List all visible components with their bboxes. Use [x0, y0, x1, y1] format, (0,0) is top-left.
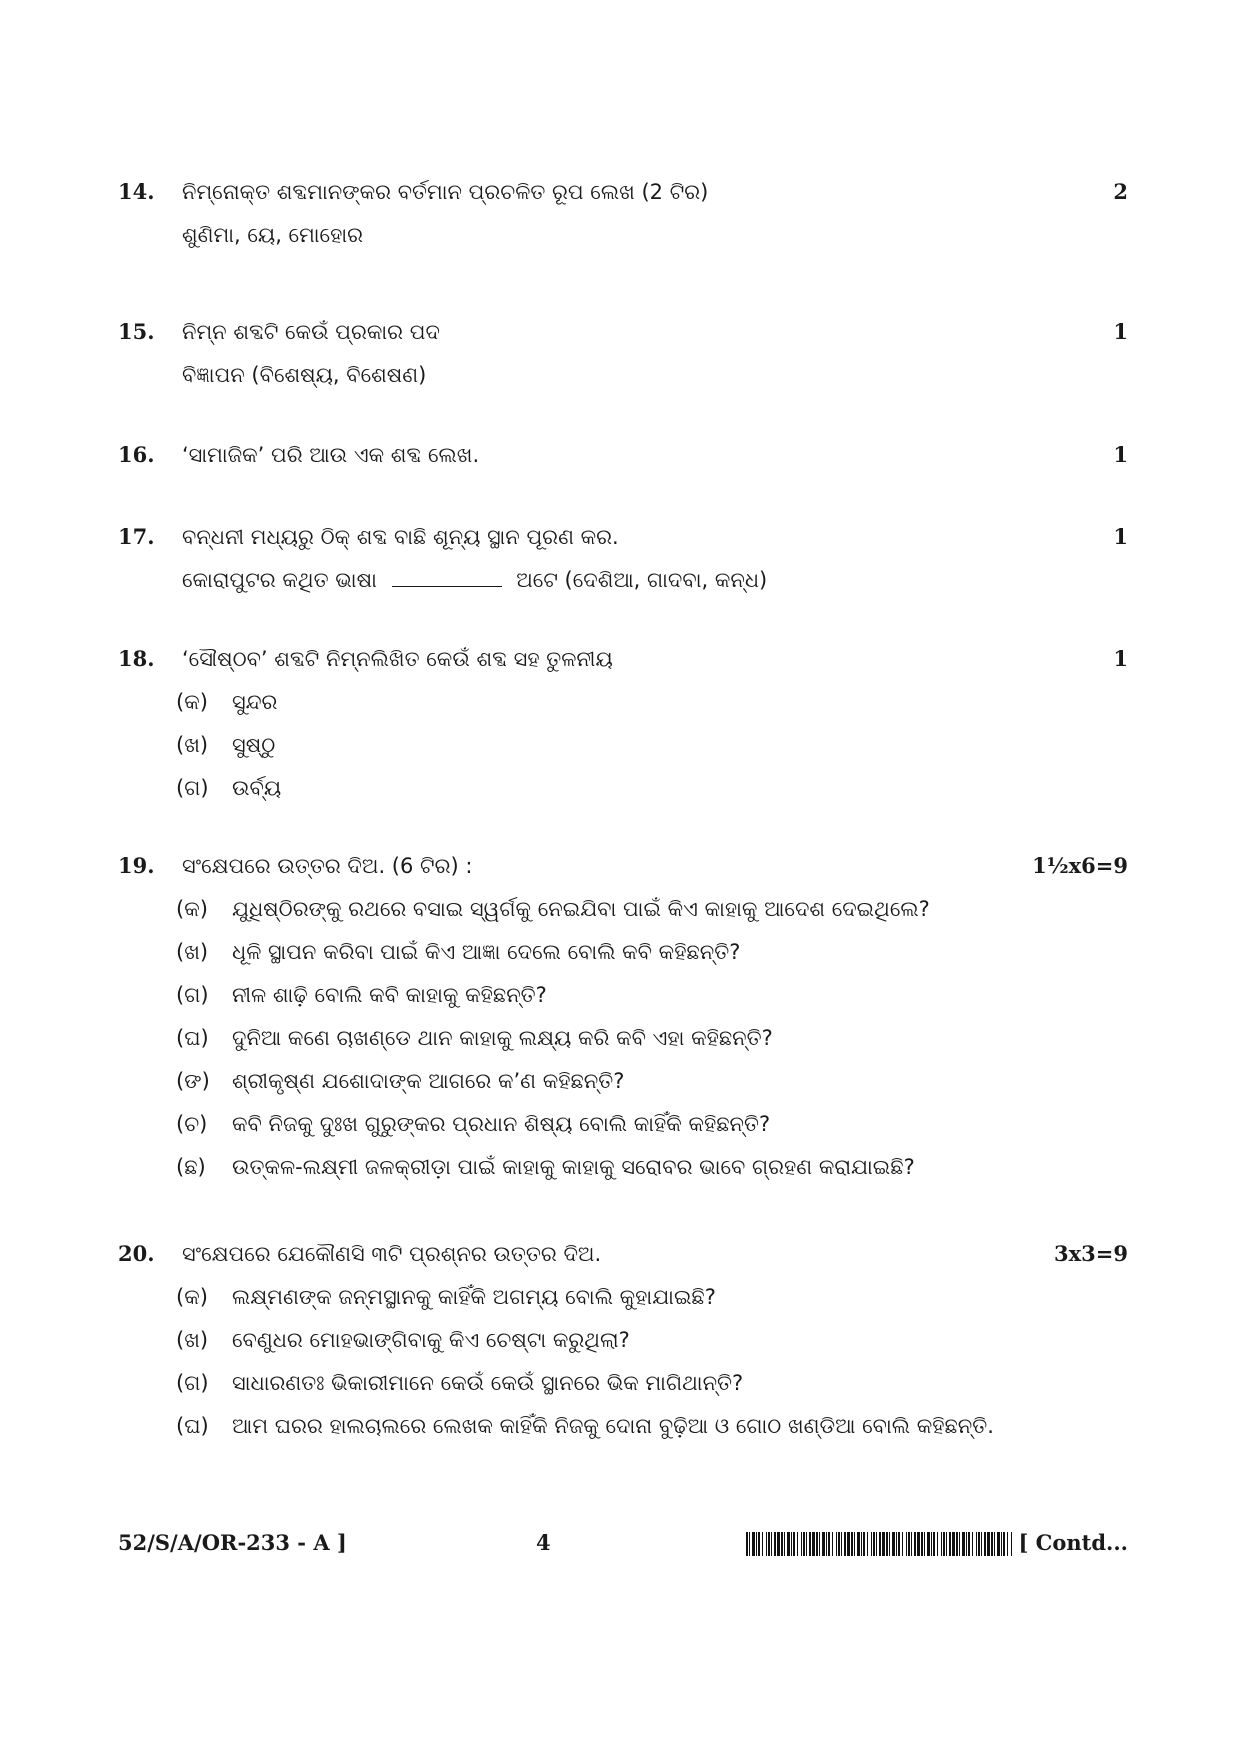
question-number: 17. — [118, 524, 155, 549]
question-marks: 2 — [1113, 179, 1128, 204]
continued-label: [ Contd... — [1018, 1530, 1128, 1555]
question-marks: 1½x6=9 — [1032, 853, 1128, 878]
question-text: ବନ୍ଧନୀ ମଧ୍ୟରୁ ଠିକ୍ ଶବ୍ଦ ବାଛି ଶୂନ୍ୟ ସ୍ଥାନ ପୂରଣ କର. — [182, 525, 619, 549]
question-19 — [118, 844, 1128, 1189]
option-label: (ଙ) — [176, 1069, 210, 1093]
question-text: ସଂକ୍ଷେପରେ ଯେକୌଣସି ୩ଟି ପ୍ରଶ୍ନର ଉତ୍ତର ଦିଅ. — [182, 1242, 602, 1266]
question-marks: 3x3=9 — [1054, 1241, 1128, 1266]
option-label: (କ) — [176, 690, 208, 714]
option-item — [118, 767, 1128, 810]
page-number: 4 — [536, 1530, 551, 1555]
page-footer — [118, 1530, 1128, 1570]
barcode — [746, 1532, 1014, 1556]
option-item — [118, 888, 1128, 931]
option-label: (ଗ) — [176, 1371, 209, 1395]
option-text: ଉତ୍କଳ-ଲକ୍ଷ୍ମୀ ଜଳକ୍ରୀଡ଼ା ପାଇଁ କାହାକୁ କାହାକୁ ସରୋବର ଭାବେ ଗ୍ରହଣ କରାଯାଇଛି? — [232, 1155, 915, 1179]
question-number: 15. — [118, 319, 155, 344]
option-item — [118, 1146, 1128, 1189]
option-item — [118, 974, 1128, 1017]
option-text: କବି ନିଜକୁ ଦୁଃଖ ଗୁରୁଙ୍କର ପ୍ରଧାନ ଶିଷ୍ୟ ବୋଲି କାହିଁକି କହିଛନ୍ତି? — [232, 1112, 771, 1136]
question-number: 19. — [118, 853, 155, 878]
option-text: ଶ୍ରୀକୃଷ୍ଣ ଯଶୋଦାଙ୍କ ଆଗରେ କ’ଣ କହିଛନ୍ତି? — [232, 1069, 625, 1093]
option-text: ଲକ୍ଷ୍ମଣଙ୍କ ଜନ୍ମସ୍ଥାନକୁ କାହିଁକି ଅଗମ୍ୟ ବୋଲି କୁହାଯାଇଛି? — [232, 1285, 716, 1309]
option-label: (ଘ) — [176, 1414, 209, 1438]
option-item — [118, 1319, 1128, 1362]
question-18 — [118, 637, 1128, 810]
option-label: (ଘ) — [176, 1026, 209, 1050]
option-label: (ଛ) — [176, 1155, 206, 1179]
question-marks: 1 — [1113, 646, 1128, 671]
option-text: ଧୂଳି ସ୍ଥାପନ କରିବା ପାଇଁ କିଏ ଆଜ୍ଞା ଦେଲେ ବୋଲି କବି କହିଛନ୍ତି? — [232, 940, 741, 964]
question-text: ‘ସୌଷ୍ଠବ’ ଶବ୍ଦଟି ନିମ୍ନଲିଖିତ କେଉଁ ଶବ୍ଦ ସହ ତୁଳନୀୟ — [182, 647, 613, 671]
option-text: ବେଣୁଧର ମୋହଭାଙ୍ଗିବାକୁ କିଏ ଚେଷ୍ଟା କରୁଥିଲା? — [232, 1328, 630, 1352]
fill-blank-prefix: କୋରାପୁଟର କଥିତ ଭାଷା — [182, 568, 377, 592]
question-detail — [118, 559, 1128, 602]
question-16 — [118, 433, 1128, 477]
question-marks: 1 — [1113, 319, 1128, 344]
question-text: ନିମ୍ନ ଶବ୍ଦଟି କେଉଁ ପ୍ରକାର ପଦ — [182, 320, 440, 344]
fill-blank-line — [392, 585, 502, 587]
option-label: (ଖ) — [176, 1328, 209, 1352]
option-label: (କ) — [176, 1285, 208, 1309]
paper-code: 52/S/A/OR-233 - A ] — [118, 1530, 347, 1555]
option-label: (ଖ) — [176, 940, 209, 964]
option-text: ଆମ ଘରର ହାଲଚାଲରେ ଲେଖକ କାହିଁକି ନିଜକୁ ଦୋନା ବୁଢ଼ିଆ ଓ ଗୋଠ ଖଣ୍ଡିଆ ବୋଲି କହିଛନ୍ତି. — [232, 1414, 994, 1438]
option-label: (ଗ) — [176, 983, 209, 1007]
question-marks: 1 — [1113, 524, 1128, 549]
question-number: 14. — [118, 179, 155, 204]
option-text: ସୁଷ୍ଠୁ — [232, 733, 276, 757]
option-text: ସାଧାରଣତଃ ଭିକାରୀମାନେ କେଉଁ କେଉଁ ସ୍ଥାନରେ ଭିକ ମାଗିଥାନ୍ତି? — [232, 1371, 744, 1395]
option-label: (ଚ) — [176, 1112, 208, 1136]
question-detail: ବିଜ୍ଞାପନ (ବିଶେଷ୍ୟ, ବିଶେଷଣ) — [182, 363, 427, 387]
option-item — [118, 1060, 1128, 1103]
option-text: ସୁନ୍ଦର — [232, 690, 278, 714]
option-item — [118, 681, 1128, 724]
question-number: 18. — [118, 646, 155, 671]
option-text: ନୀଳ ଶାଢ଼ି ବୋଲି କବି କାହାକୁ କହିଛନ୍ତି? — [232, 983, 547, 1007]
option-text: ଦୁନିଆ କଣେ ଚାଖଣ୍ଡେ ଥାନ କାହାକୁ ଲକ୍ଷ୍ୟ କରି କବି ଏହା କହିଛନ୍ତି? — [232, 1026, 773, 1050]
option-label: (ଖ) — [176, 733, 209, 757]
option-item — [118, 1405, 1128, 1448]
question-15 — [118, 310, 1128, 397]
question-number: 16. — [118, 442, 155, 467]
fill-blank-suffix: ଅଟେ (ଦେଶିଆ, ଗାଦବା, କନ୍ଧ) — [516, 568, 768, 592]
option-item — [118, 1017, 1128, 1060]
option-item — [118, 931, 1128, 974]
option-text: ଉର୍ବ୍ୟ — [232, 776, 282, 800]
option-item — [118, 1362, 1128, 1405]
question-number: 20. — [118, 1241, 155, 1266]
question-14 — [118, 170, 1128, 257]
option-item — [118, 724, 1128, 767]
option-item — [118, 1276, 1128, 1319]
question-17 — [118, 515, 1128, 602]
question-text: ସଂକ୍ଷେପରେ ଉତ୍ତର ଦିଅ. (6 ଟିର) : — [182, 854, 473, 878]
option-label: (ଗ) — [176, 776, 209, 800]
question-text: ନିମ୍ନୋକ୍ତ ଶବ୍ଦମାନଙ୍କର ବର୍ତମାନ ପ୍ରଚଳିତ ରୂପ ଲେଖ (2 ଟିର) — [182, 180, 709, 204]
question-text: ‘ସାମାଜିକ’ ପରି ଆଉ ଏକ ଶବ୍ଦ ଲେଖ. — [182, 443, 480, 467]
option-text: ଯୁଧିଷ୍ଠିରଙ୍କୁ ରଥରେ ବସାଇ ସ୍ୱର୍ଗକୁ ନେଇଯିବା ପାଇଁ କିଏ କାହାକୁ ଆଦେଶ ଦେଇଥିଲେ? — [232, 897, 930, 921]
option-item — [118, 1103, 1128, 1146]
option-label: (କ) — [176, 897, 208, 921]
question-marks: 1 — [1113, 442, 1128, 467]
question-20 — [118, 1232, 1128, 1448]
question-detail: ଶୁଣିମା, ୟେ, ମୋହୋର — [182, 223, 364, 247]
